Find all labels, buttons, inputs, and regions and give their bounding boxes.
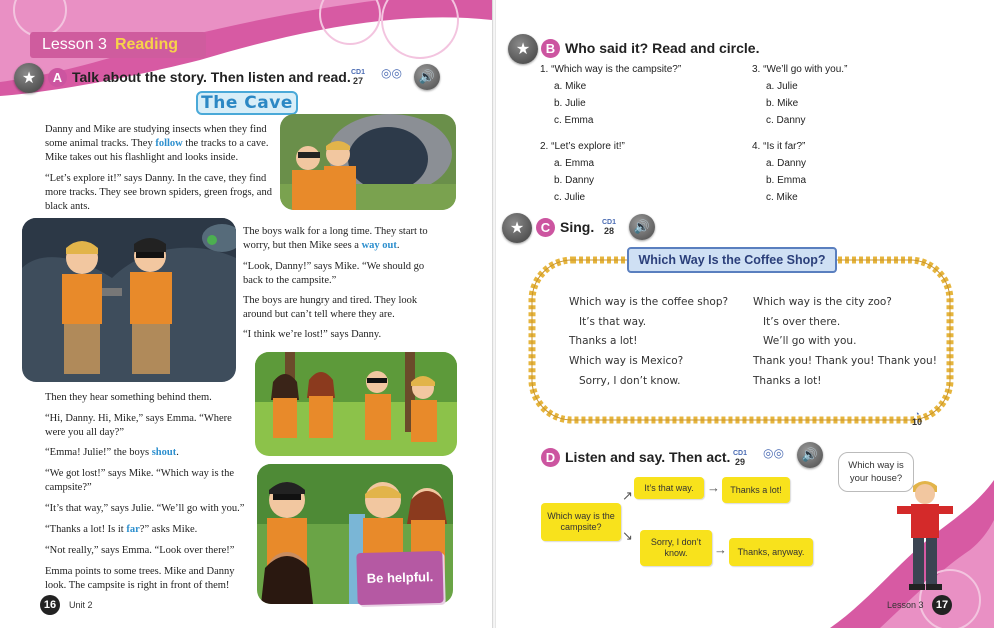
cd-pair-icon: ◎◎ bbox=[763, 446, 784, 460]
lesson-label: Lesson 3 bbox=[42, 36, 107, 53]
question-3: 3. “We’ll go with you.” a. Julie b. Mike c. Danny bbox=[752, 61, 847, 129]
answer-option[interactable]: b. Julie bbox=[554, 98, 586, 109]
answer-option[interactable]: b. Emma bbox=[766, 175, 807, 186]
dialogue-question-box: Which way is the campsite? bbox=[541, 503, 621, 541]
lyrics-column-2 bbox=[753, 293, 937, 392]
answer-option[interactable]: b. Danny bbox=[554, 175, 595, 186]
speaker-icon[interactable]: 🔊 bbox=[414, 64, 440, 90]
lyric-line: It’s over there. bbox=[763, 315, 841, 328]
answer-option[interactable]: c. Mike bbox=[766, 192, 798, 203]
dialogue-reply-box: Thanks a lot! bbox=[722, 477, 790, 503]
section-c-title: Sing. bbox=[560, 219, 595, 235]
cave-entrance-illustration bbox=[280, 114, 456, 210]
section-c-letter: C bbox=[536, 218, 555, 237]
page-number: 16 bbox=[40, 595, 60, 615]
lyrics-column-1 bbox=[569, 293, 728, 392]
vocab-word: follow bbox=[155, 137, 183, 149]
cd-pair-icon: ◎◎ bbox=[381, 66, 402, 80]
lesson-tab bbox=[30, 32, 206, 58]
karaoke-track-icon: ◔ 10 bbox=[912, 409, 923, 427]
vocab-word: way out bbox=[361, 239, 397, 251]
dialogue-reply-box: Thanks, anyway. bbox=[729, 538, 813, 566]
story-title: The Cave bbox=[196, 91, 298, 115]
speech-bubble: Which way is your house? bbox=[838, 452, 914, 492]
cd-track-icon: CD1 29 bbox=[733, 450, 748, 467]
lesson-footer-label: Lesson 3 bbox=[887, 600, 924, 610]
lesson-topic: Reading bbox=[114, 36, 179, 53]
cd-track-icon: CD1 28 bbox=[602, 219, 617, 236]
story-paragraph: “We got lost!” says Mike. “Which way is the campsite?” bbox=[45, 468, 234, 493]
be-helpful-badge: Be helpful. bbox=[356, 551, 443, 605]
arrow-right-icon: → bbox=[714, 542, 727, 557]
arrow-down-right-icon: ↘ bbox=[622, 528, 633, 543]
question-4: 4. “Is it far?” a. Danny b. Emma c. Mike bbox=[752, 138, 806, 206]
arrow-right-icon: → bbox=[707, 480, 720, 495]
lyric-line: Thanks a lot! bbox=[569, 335, 638, 348]
page-number: 17 bbox=[932, 595, 952, 615]
story-paragraph: “Not really,” says Emma. “Look over there!” bbox=[45, 545, 235, 556]
star-icon: ★ bbox=[508, 34, 538, 64]
lyric-line: Sorry, I don’t know. bbox=[579, 374, 681, 387]
answer-option[interactable]: a. Julie bbox=[766, 81, 798, 92]
answer-option[interactable]: c. Julie bbox=[554, 192, 586, 203]
section-a-title: Talk about the story. Then listen and read. bbox=[72, 69, 351, 85]
story-paragraph: “Thanks a lot! Is it far?” asks Mike. bbox=[45, 524, 198, 535]
star-icon: ★ bbox=[14, 63, 44, 93]
left-page bbox=[0, 0, 492, 628]
question-1: 1. “Which way is the campsite?” a. Mike b. Julie c. Emma bbox=[540, 61, 681, 129]
question-2: 2. “Let’s explore it!” a. Emma b. Danny c. Julie bbox=[540, 138, 625, 206]
story-paragraph: Emma points to some trees. Mike and Danny look. The campsite is right in front of them! bbox=[45, 566, 235, 591]
speaker-icon[interactable]: 🔊 bbox=[629, 214, 655, 240]
story-paragraph: Danny and Mike are studying insects when they find some animal tracks. They follow the tracks to a cave. Mike takes out his flashlight and looks inside. bbox=[45, 124, 269, 163]
answer-option[interactable]: a. Danny bbox=[766, 158, 807, 169]
dialogue-answer-box: It’s that way. bbox=[634, 477, 704, 499]
answer-option[interactable]: c. Danny bbox=[766, 115, 806, 126]
story-paragraph: Then they hear something behind them. bbox=[45, 392, 212, 403]
story-paragraph: The boys walk for a long time. They start to worry, but then Mike sees a way out. bbox=[243, 226, 428, 251]
lyric-line: Which way is the city zoo? bbox=[753, 296, 892, 308]
cave-interior-illustration bbox=[22, 218, 236, 382]
story-paragraph: “Look, Danny!” says Mike. “We should go back to the campsite.” bbox=[243, 261, 425, 286]
cd-label: CD1 bbox=[351, 69, 366, 76]
star-icon: ★ bbox=[502, 213, 532, 243]
song-title: Which Way Is the Coffee Shop? bbox=[627, 247, 837, 273]
answer-option[interactable]: c. Emma bbox=[554, 115, 594, 126]
unit-label: Unit 2 bbox=[69, 600, 93, 610]
cd-track-icon bbox=[351, 69, 365, 87]
arrow-up-right-icon: ↗ bbox=[622, 488, 633, 503]
story-paragraph: “Emma! Julie!” the boys shout. bbox=[45, 447, 179, 458]
lyric-line: Thank you! Thank you! Thank you! bbox=[753, 355, 937, 368]
lyric-line: We’ll go with you. bbox=[763, 335, 857, 348]
section-b-title: Who said it? Read and circle. bbox=[565, 40, 760, 56]
section-d-letter: D bbox=[541, 448, 560, 467]
lyric-line: Which way is Mexico? bbox=[569, 355, 684, 368]
story-paragraph: “Hi, Danny. Hi, Mike,” says Emma. “Where were you all day?” bbox=[45, 413, 232, 438]
story-paragraph: “It’s that way,” says Julie. “We’ll go with you.” bbox=[45, 503, 245, 514]
section-d-title: Listen and say. Then act. bbox=[565, 449, 731, 465]
vocab-word: far bbox=[126, 524, 140, 535]
boy-character-illustration bbox=[895, 478, 955, 594]
story-paragraph: “I think we’re lost!” says Danny. bbox=[243, 329, 382, 340]
section-b-letter: B bbox=[541, 39, 560, 58]
story-paragraph: The boys are hungry and tired. They look around but can’t tell where they are. bbox=[243, 295, 418, 320]
story-paragraph: “Let’s explore it!” says Danny. In the cave, they find more tracks. They see brown spiders, green frogs, and black ants. bbox=[45, 173, 272, 212]
dialogue-answer-box: Sorry, I don’t know. bbox=[640, 530, 712, 566]
lyric-line: Which way is the coffee shop? bbox=[569, 296, 729, 308]
answer-option[interactable]: a. Emma bbox=[554, 158, 595, 169]
vocab-word: shout bbox=[151, 447, 177, 458]
track-number: 27 bbox=[353, 76, 364, 86]
forest-group-illustration bbox=[255, 352, 457, 456]
lyric-line: It’s that way. bbox=[579, 315, 647, 328]
section-a-letter: A bbox=[48, 68, 67, 87]
lyric-line: Thanks a lot! bbox=[753, 374, 822, 387]
answer-option[interactable]: b. Mike bbox=[766, 98, 799, 109]
answer-option[interactable]: a. Mike bbox=[554, 81, 587, 92]
speaker-icon[interactable]: 🔊 bbox=[797, 442, 823, 468]
